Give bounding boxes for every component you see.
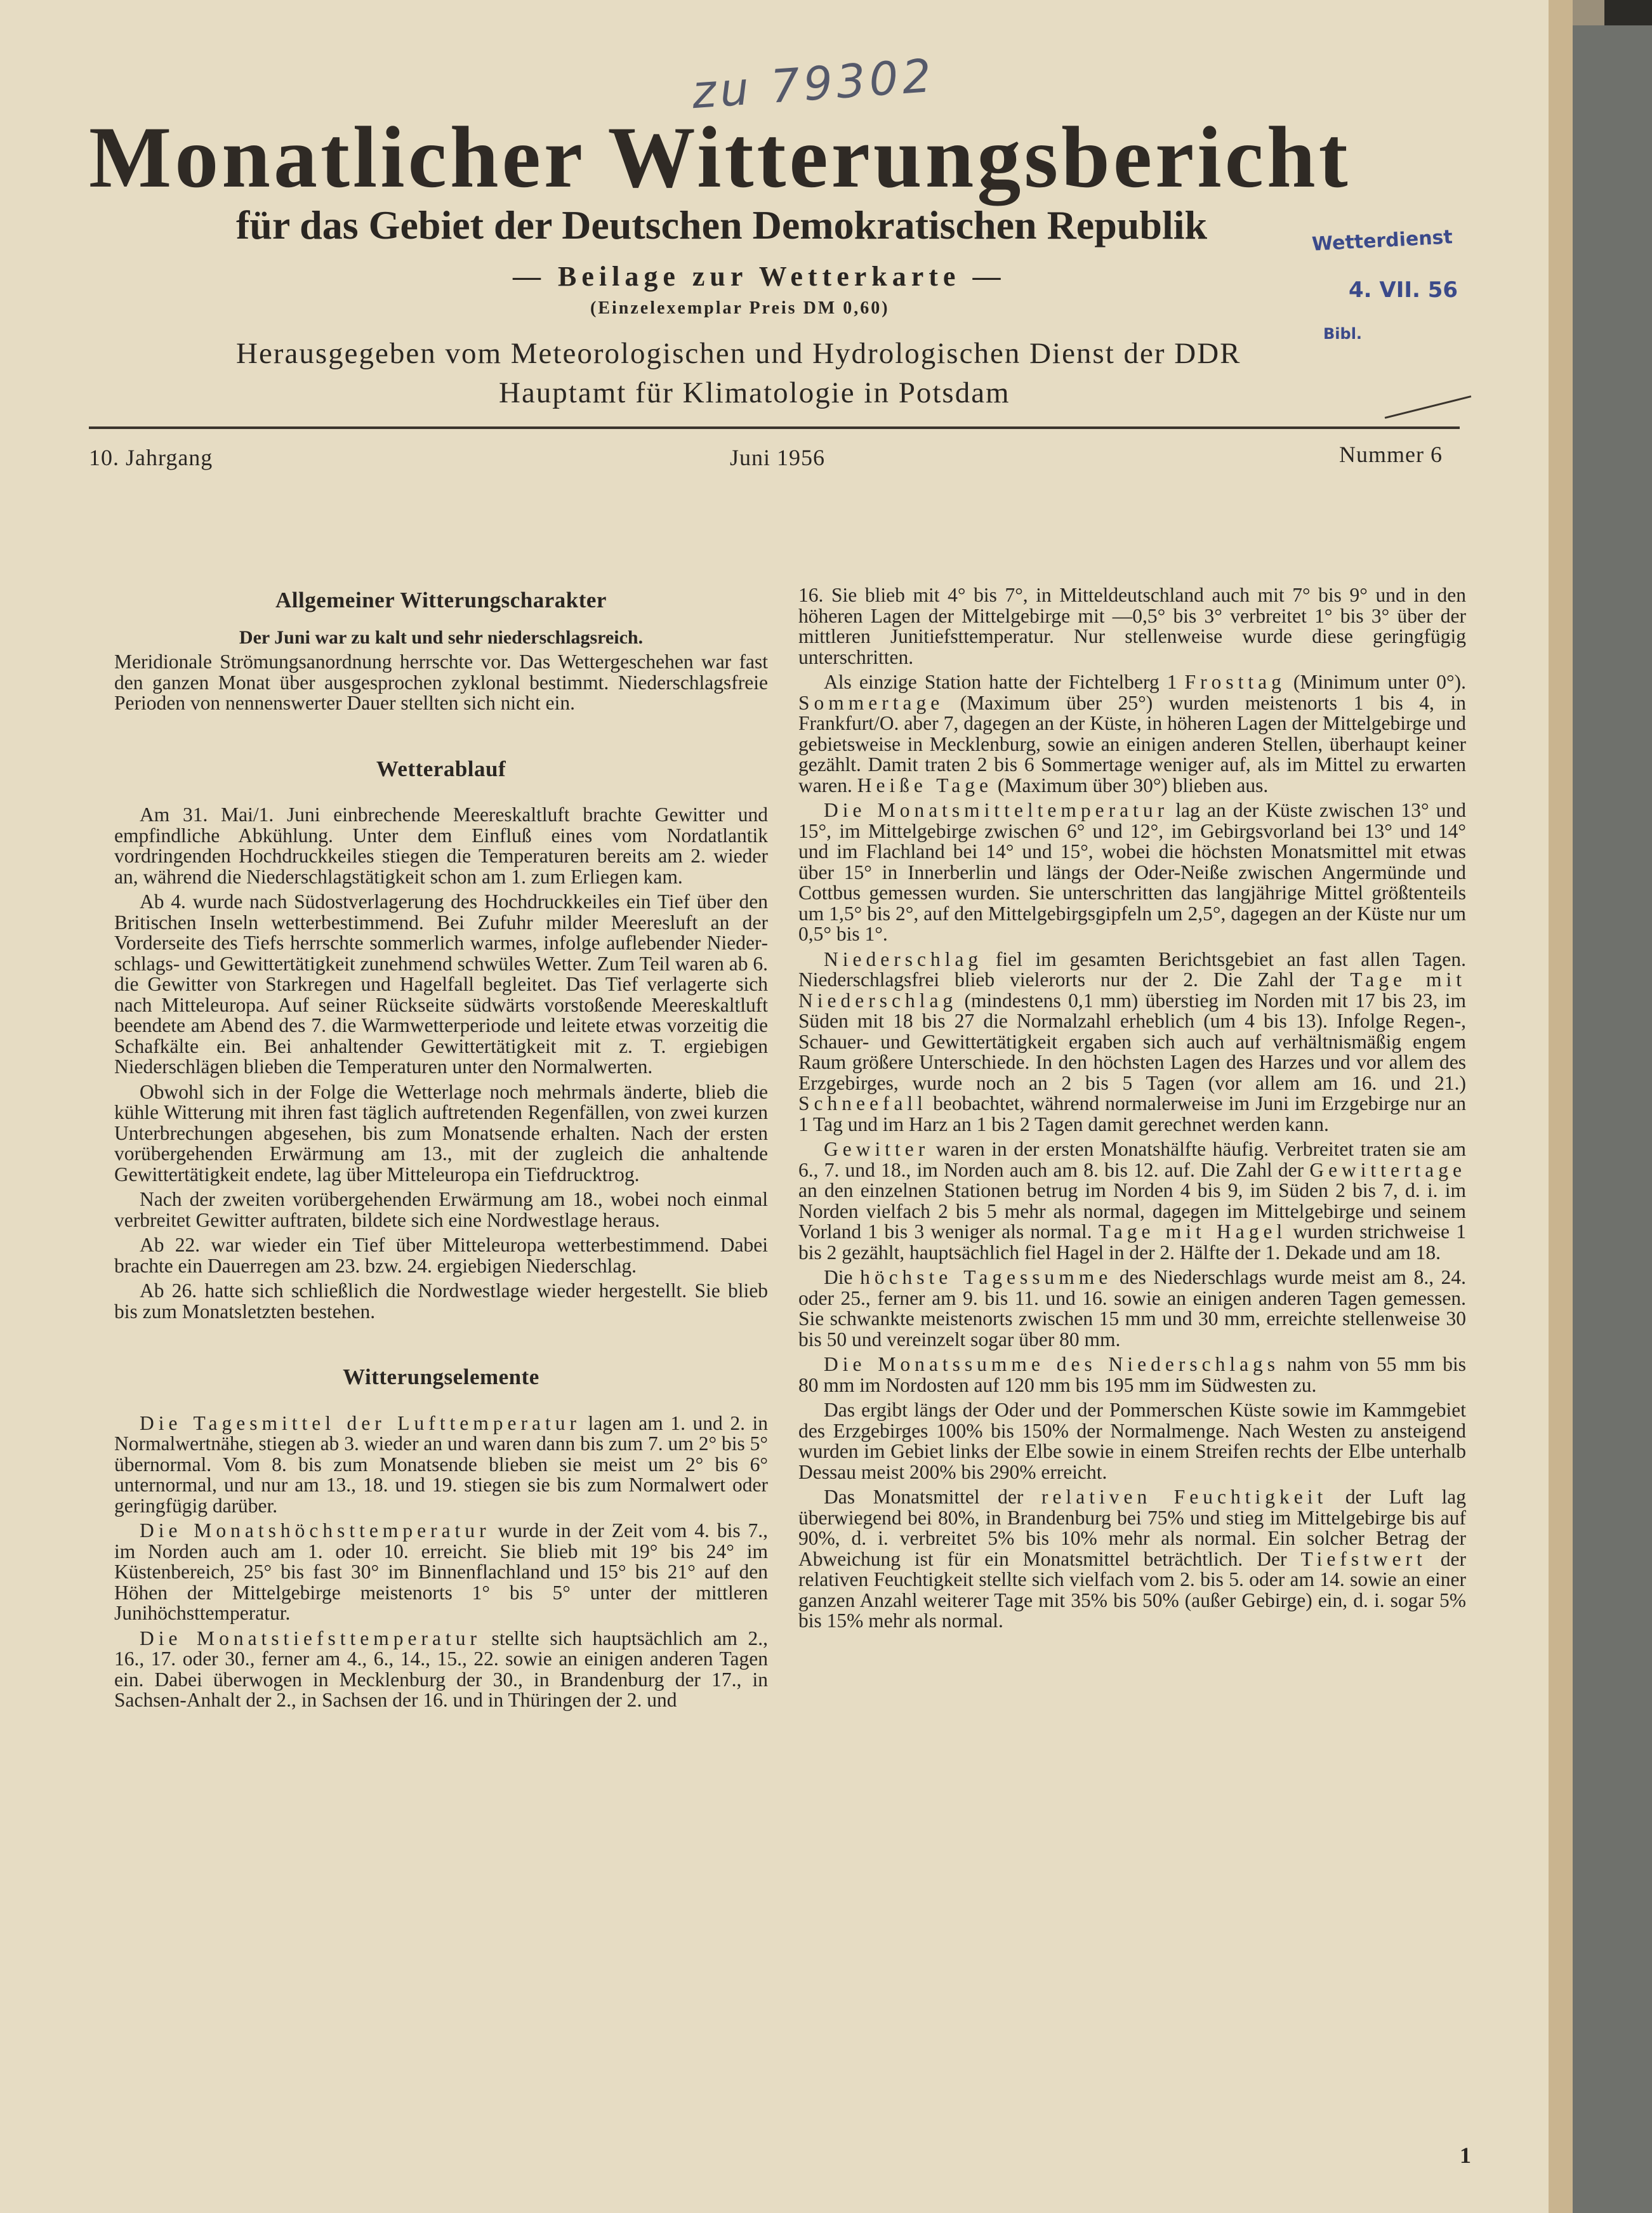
character-paragraph: Meridionale Strömungsanordnung herrschte vor. Das Wettergeschehen war fast den ganzen Monat über ausgesprochen zyklonal bestimmt. Niederschlagsfreie Perioden von nennenswerter Dauer stellten sich nicht ein.: [114, 651, 768, 714]
term-precipitation-days: Tage mit Niederschlag: [798, 968, 1466, 1012]
right-paragraph-4: Niederschlag fiel im gesamten Berichtsgebiet an fast allen Tagen. Niederschlagsfrei blieb vielerorts nur der 2. Die Zahl der Tage mit Niederschlag (mindestens 0,1 mm) überstieg im Norden mit 17 bis 23, im Süden mit 18 bis 27 die Normalzahl erheblich (um 4 bis 13). Infolge Regen-, Schauer- und Gewittertätigkeit ergaben sich auch auf verhältnismäßig engem Raum größere Unterschiede. In den höchsten Lagen des Harzes und vor allem des Erzgebirges, wurde noch an 2 bis 5 Tagen (vor allem am 16. und 21.) Schneefall beobachtet, während normalerweise im Juni im Erzgebirge nur an 1 Tag und im Harz an 1 bis 2 Tagen damit gerechnet werden kann.: [798, 948, 1466, 1135]
right-paragraph-3: Die Monatsmitteltemperatur lag an der Küste zwischen 13° und 15°, im Mittelgebirge zwischen 6° und 12°, im Gebirgsvorland bei 13° und 14° und im Flachland bei 14° und 15°, wobei die höchsten Monatsmittel mit etwas über 15° in Innerberlin und längs der Oder-Neiße zwischen Angermünde und Cottbus gemessen wurden. Sie unterschritten das langjährige Mittel größtenteils um 1,5° bis 2°, auf den Mittelgebirgsgipfeln um 2,5°, dagegen an der Küste nur um 0,5° bis 1°.: [798, 799, 1466, 945]
section-heading-character: Allgemeiner Witterungscharakter: [275, 588, 607, 612]
masthead-supplement: — Beilage zur Wetterkarte —: [513, 261, 1006, 292]
right-paragraph-7: Die Monatssumme des Niederschlags nahm von 55 mm bis 80 mm im Nordosten auf 120 mm bis 195 mm im Südwesten zu.: [798, 1353, 1466, 1396]
issue-date: Juni 1956: [730, 445, 826, 470]
term-hail-days: Tage mit Hagel: [1098, 1220, 1287, 1243]
masthead-rule: [89, 426, 1460, 429]
right-paragraph-8: Das ergibt längs der Oder und der Pommerschen Küste sowie im Kammgebiet des Erzgebirges 100% bis 150% der Normalmenge. Nach Westen zu ansteigend wurden im Gebiet links der Elbe sowie in einem Streifen rechts der Elbe unterhalb Dessau meist 200% bis 290% erreicht.: [798, 1399, 1466, 1483]
elements-paragraph-1: Die Tagesmittel der Lufttemperatur lagen am 1. und 2. in Normalwertnähe, stiegen ab 3. wieder an und waren dann bis zum 7. um 2° bis 5° übernormal. Vom 8. bis zum Monatsende blieben sie meist um 2° bis 6° unternormal, und nur am 13., 18. und 19. stiegen sie bis zum Normalwert oder geringfügig darüber.: [114, 1411, 769, 1517]
course-paragraph-5: Ab 22. war wieder ein Tief über Mitteleuropa wetterbestimmend. Dabei brachte ein Dauerregen am 23. bzw. 24. ergiebigen Niederschlag.: [114, 1234, 768, 1277]
right-paragraph-5: Gewitter waren in der ersten Monatshälfte häufig. Verbreitet traten sie am 6., 7. und 18., im Norden auch am 8. bis 12. auf. Die Zahl der Gewittertage an den einzelnen Stationen betrug im Norden 4 bis 9, im Süden 2 bis 7, d. i. im Norden vielfach 2 bis 5 mehr als normal, dagegen im Mittelgebirge und seinem Vorland 1 bis 3 weniger als normal. Tage mit Hagel wurden strichweise 1 bis 2 gezählt, hauptsächlich fiel Hagel in der 2. Hälfte der 1. Dekade und am 18.: [798, 1138, 1466, 1264]
stamp-line-1: Wetterdienst: [1311, 226, 1453, 256]
course-paragraph-4: Nach der zweiten vorübergehenden Erwärmung am 18., wobei noch einmal verbreitet Gewitter auftraten, bildete sich eine Nordwestlage heraus.: [114, 1188, 768, 1231]
term-thunderstorms: Gewitter: [824, 1138, 930, 1160]
course-paragraph-2: Ab 4. wurde nach Südostverlagerung des Hochdruckkeiles ein Tief über den Britischen Inseln wetterbestimmend. Bei Zufuhr milder Meeresluft an der Vorderseite des Tiefs herrschte sommerlich warmes, infolge auflebender Niederschlags- und Gewittertätigkeit zunehmend schwüles Wetter. Zum Teil waren ab 6. die Gewitter von Starkregen und Hagelfall begleitet. Das Tief verlagerte sich nach Mitteleuropa. Auf seiner Rückseite südwärts vorstoßende Meereskaltluft beendete am Abend des 7. die Warmwetterperiode und leitete etwas vorzeitig die Schafkälte ein. Bei anhaltender Gewittertätigkeit mit z. T. ergiebigen Niederschlägen blieben die Temperaturen unter den Normalwerten.: [114, 890, 768, 1078]
character-lead: Der Juni war zu kalt und sehr niederschlagsreich.: [239, 626, 644, 648]
term-air-temperature: Die Tagesmittel der Lufttemperatur: [140, 1411, 581, 1434]
term-monthly-sum: Die Monatssumme des Niederschlags: [824, 1353, 1280, 1375]
masthead-subtitle: für das Gebiet der Deutschen Demokratischen Republik: [236, 202, 1208, 248]
term-max-temperature: Die Monatshöchsttemperatur: [140, 1519, 491, 1542]
handwritten-note: zu 79302: [690, 48, 937, 119]
term-highest-daily-sum: höchste Tagessumme: [860, 1266, 1113, 1288]
term-snowfall: Schneefall: [798, 1092, 927, 1114]
library-stamp: [1311, 223, 1476, 350]
issue-volume: 10. Jahrgang: [89, 445, 213, 470]
term-lowest-value: Tiefstwert: [1300, 1547, 1427, 1570]
page-binding-edge: [1549, 0, 1573, 2213]
right-paragraph-9: Das Monatsmittel der relativen Feuchtigkeit der Luft lag überwiegend bei 80%, in Brandenburg bei 75% und stieg im Mittelgebirge bis auf 90%, d. i. verbreitet 5% bis 10% mehr als normal. Ein solcher Betrag der Abweichung ist für ein Monatsmittel beträchtlich. Der Tiefstwert der relativen Feuchtigkeit stellte sich vielfach vom 2. bis 5. oder am 14. sowie an einer ganzen Anzahl weiterer Tage mit 35% bis 50% (außer Gebirge) ein, d. i. sogar 5% bis 15% mehr als normal.: [798, 1486, 1466, 1632]
term-hot-days: Heiße Tage: [857, 774, 993, 796]
masthead-title: Monatlicher Witterungsbericht: [89, 109, 1351, 206]
right-paragraph-2: Als einzige Station hatte der Fichtelberg 1 Frosttag (Minimum unter 0°). Sommertage (Maximum über 25°) wurden meistenorts 1 bis 4, in Frankfurt/O. aber 7, dagegen an der Küste, in höheren Lagen der Mittelgebirge und gebietsweise in Mecklenburg, sowie an einigen anderen Stellen, überhaupt keiner gezählt. Damit traten 2 bis 6 Sommertage weniger auf, als im Mittel zu erwarten waren. Heiße Tage (Maximum über 30°) blieben aus.: [798, 671, 1466, 796]
term-mean-temperature: Die Monatsmitteltemperatur: [824, 799, 1169, 821]
right-paragraph-1: 16. Sie blieb mit 4° bis 7°, in Mitteldeutschland auch mit 7° bis 9° und in den höheren Lagen der Mittelgebirge mit —0,5° bis 3° verbreitet 1° bis 3° über der mittleren Junitiefsttemperatur. Nur stellenweise wurde diese geringfügig unterschritten.: [798, 584, 1466, 668]
term-min-temperature: Die Monatstiefsttemperatur: [140, 1627, 481, 1649]
term-relative-humidity: relativen Feuchtigkeit: [1041, 1486, 1328, 1508]
term-frost-day: Frosttag: [1184, 671, 1286, 693]
section-heading-elements: Witterungselemente: [343, 1364, 539, 1389]
term-summer-days: Sommertage: [798, 691, 944, 714]
elements-paragraph-2: Die Monatshöchsttemperatur wurde in der Zeit vom 4. bis 7., im Norden auch am 1. oder 10. erreicht. Sie blieb mit 19° bis 24° im Küstenbereich, 25° bis fast 30° im Binnenflachland und 15° bis 21° auf den Höhen der Mittelgebirge meistenorts 1° bis 5° unter der mittleren Junihöchsttemperatur.: [114, 1519, 768, 1624]
term-precipitation: Niederschlag: [824, 948, 983, 970]
masthead-publisher: Herausgegeben vom Meteorologischen und Hydrologischen Dienst der DDR: [236, 337, 1241, 370]
binder-cover: [1573, 25, 1652, 2213]
course-paragraph-6: Ab 26. hatte sich schließlich die Nordwestlage wieder hergestellt. Sie blieb bis zum Monatsletzten bestehen.: [114, 1279, 768, 1323]
masthead-price: (Einzelexemplar Preis DM 0,60): [590, 298, 890, 318]
stamp-line-3: Bibl.: [1323, 325, 1363, 343]
course-paragraph-3: Obwohl sich in der Folge die Wetterlage noch mehrmals änderte, blieb die kühle Witterung mit ihren fast täglich auftretenden Regenfällen, von zwei kurzen Unterbrechungen abgesehen, bis zum Monatsende erhalten. Nach der ersten vorübergehenden Erwärmung am 13., mit der zugleich die anhaltende Gewittertätigkeit endete, lag über Mitteleuropa ein Tiefdrucktrog.: [114, 1080, 768, 1186]
issue-number: Nummer 6: [1339, 442, 1443, 467]
stamp-date: 4. VII. 56: [1349, 277, 1458, 303]
page-number: 1: [1460, 2143, 1471, 2168]
masthead-office: Hauptamt für Klimatologie in Potsdam: [499, 376, 1010, 409]
right-column: [798, 585, 1466, 1636]
elements-paragraph-3: Die Monatstiefsttemperatur stellte sich hauptsächlich am 2., 16., 17. oder 30., ferner am 4., 6., 14., 15., 22. sowie an einigen anderen Tagen ein. Dabei überwogen in Mecklenburg der 30., in Brandenburg der 17., in Sachsen-Anhalt der 2., in Sachsen der 16. und in Thüringen der 2. und: [114, 1627, 769, 1711]
left-column: [114, 590, 768, 1715]
right-paragraph-6: Die höchste Tagessumme des Niederschlags wurde meist am 8., 24. oder 25., ferner am 9. bis 11. und 16. sowie an einigen anderen Tagen gemessen. Sie schwankte meistenorts zwischen 15 mm und 30 mm, erreichte stellenweise 30 bis 50 und vereinzelt sogar über 80 mm.: [798, 1266, 1467, 1351]
rule-stroke: [1385, 395, 1472, 419]
course-paragraph-1: Am 31. Mai/1. Juni einbrechende Meereskaltluft brachte Gewitter und empfindliche Abkühlung. Unter dem Einfluß eines vom Nordatlantik vordringenden Hochdruckkeiles stiegen die Temperaturen bereits am 2. wieder an, während die Niederschlagstätigkeit schon am 1. zum Erliegen kam.: [114, 803, 768, 888]
term-thunderstorm-days: Gewittertage: [1309, 1158, 1466, 1181]
section-heading-weather-course: Wetterablauf: [376, 756, 506, 781]
